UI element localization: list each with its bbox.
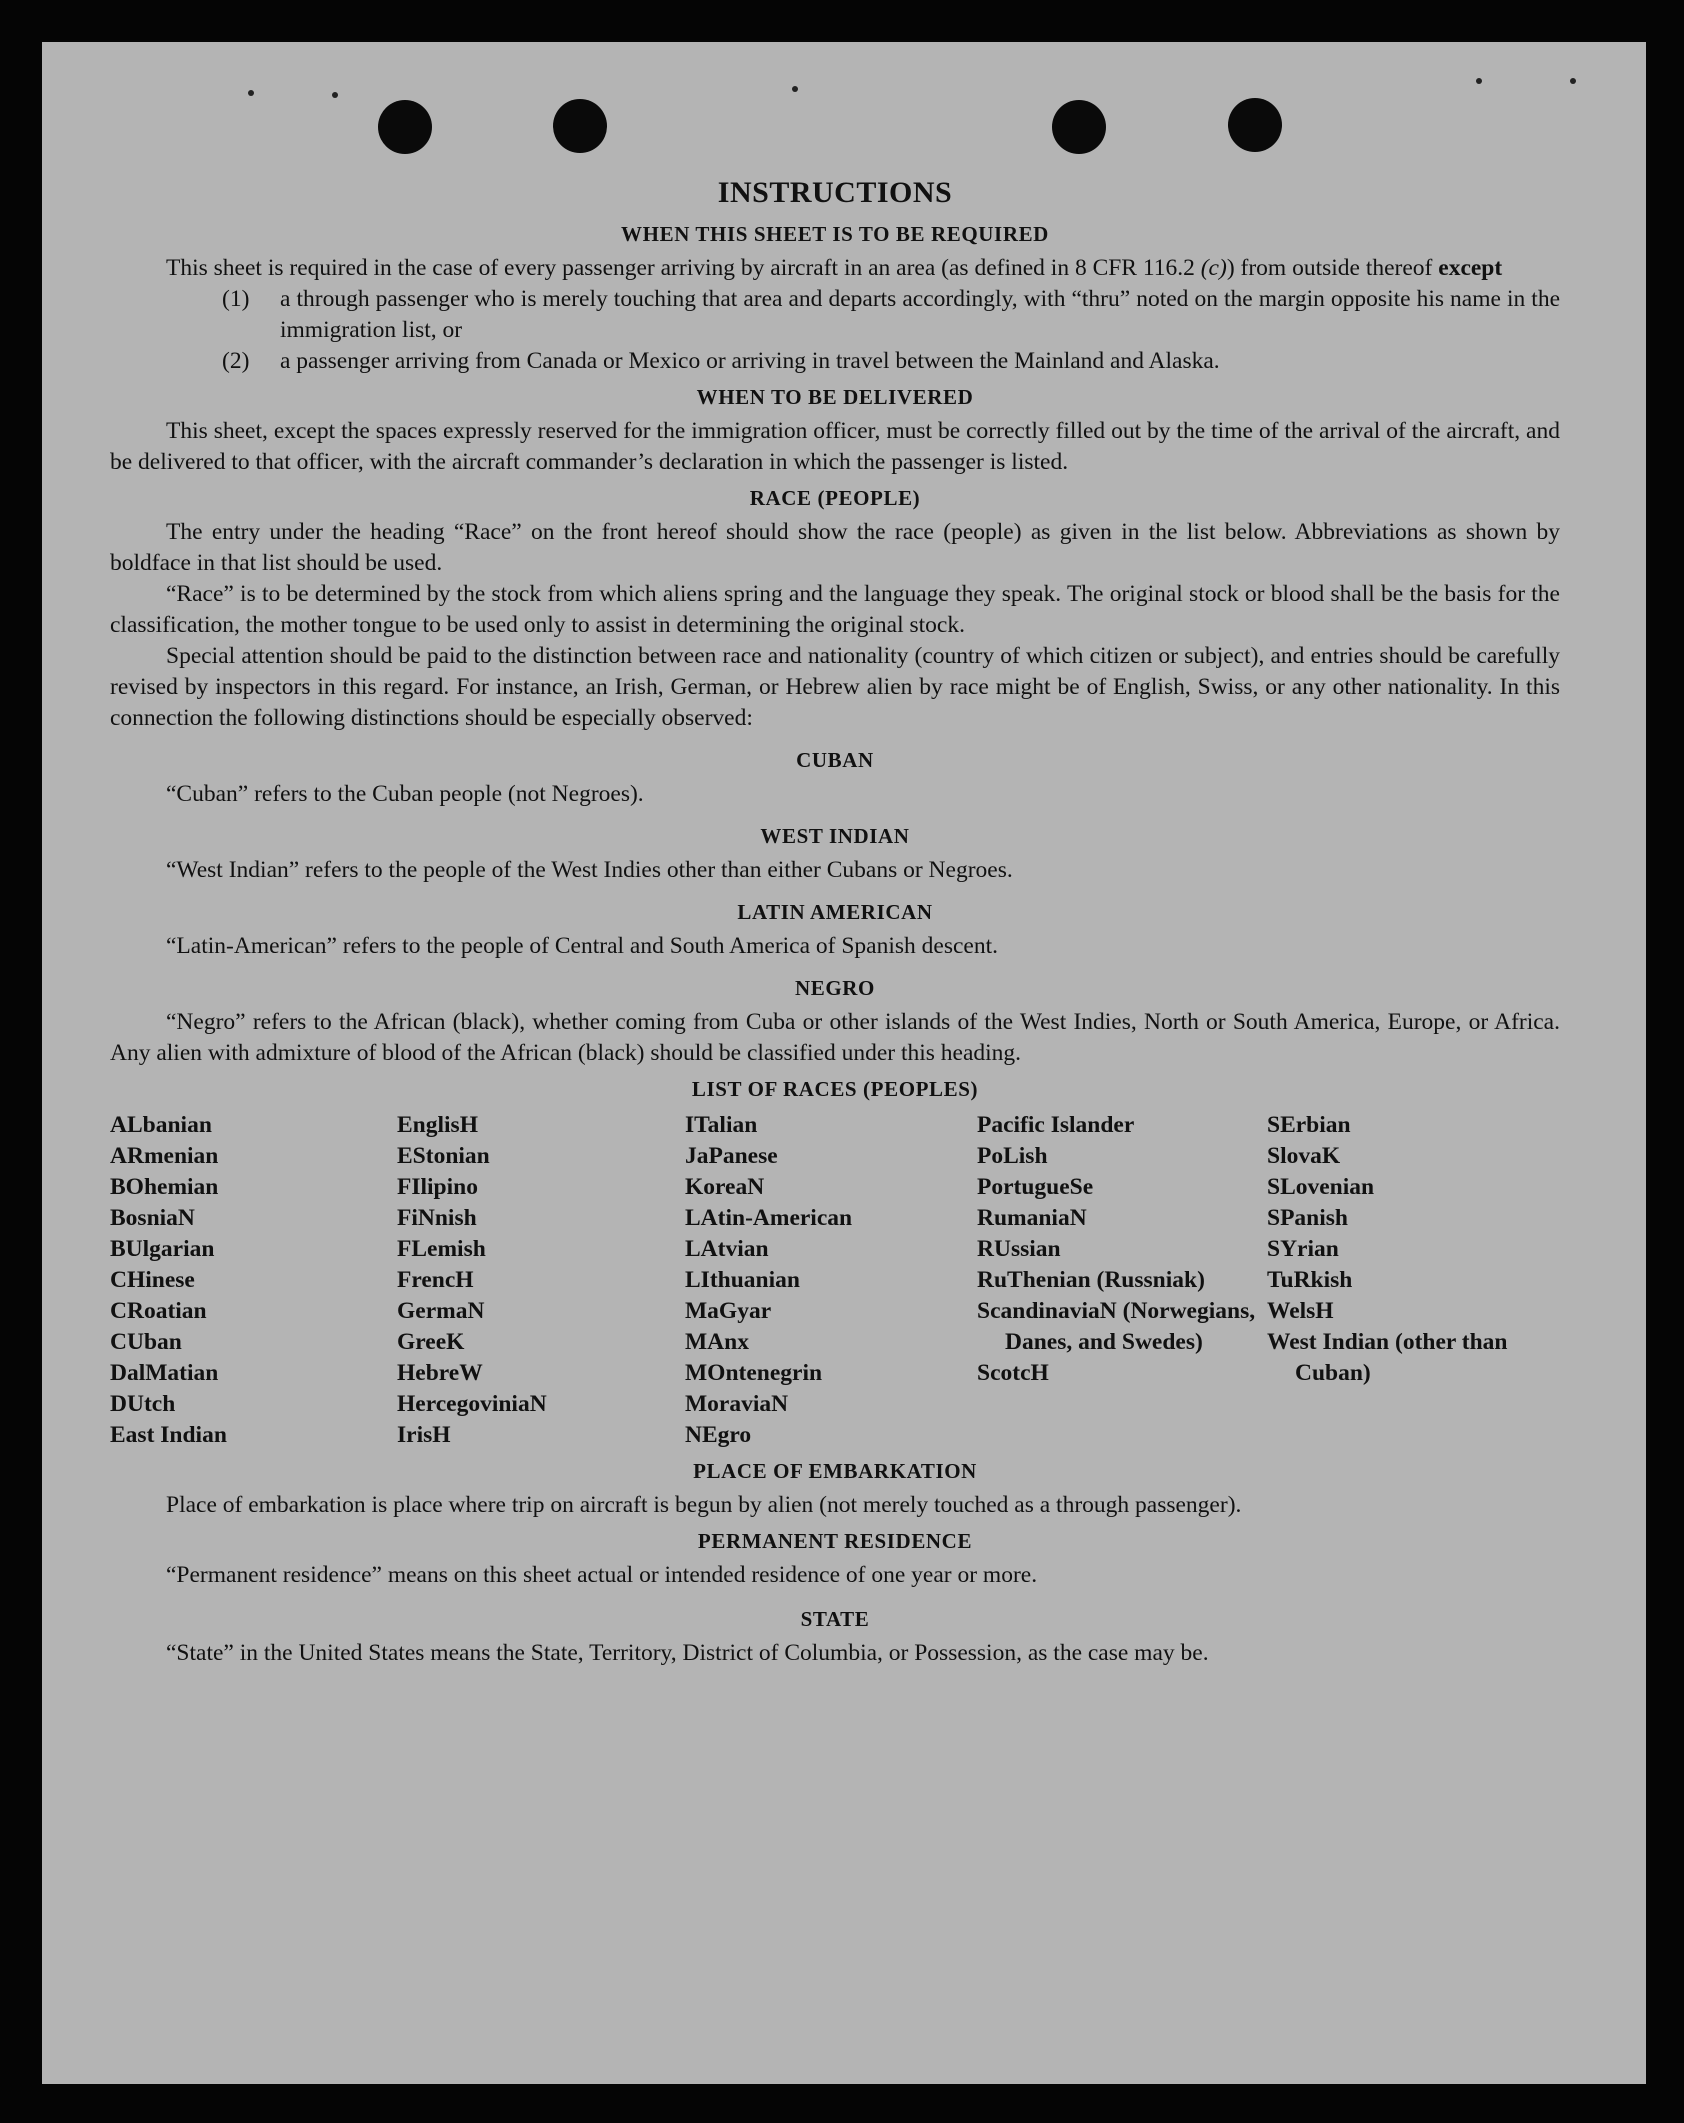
- race-entry: ScandinaviaN (Norwegians, Danes, and Swedes): [977, 1298, 1256, 1355]
- section-heading-delivered: WHEN TO BE DELIVERED: [696, 385, 974, 409]
- race-entry: EStonian: [397, 1143, 490, 1169]
- section-text-latin-american: “Latin-American” refers to the people of Central and South America of Spanish descent.: [166, 933, 999, 959]
- race-entry: DUtch: [110, 1391, 176, 1417]
- race-entry: IrisH: [397, 1422, 451, 1448]
- race-entry: Pacific Islander: [977, 1112, 1135, 1138]
- race-entry: KoreaN: [685, 1174, 765, 1200]
- race-entry: SPanish: [1267, 1205, 1348, 1231]
- race-entry: BOhemian: [110, 1174, 219, 1200]
- section-heading-embarkation: PLACE OF EMBARKATION: [693, 1459, 977, 1483]
- section-text-delivered: This sheet, except the spaces expressly reserved for the immigration officer, must be correctly filled out by the time of the arrival of the aircraft, and be delivered to that officer, with the aircraft commander’s declaration in which the passenger is listed.: [110, 418, 1560, 475]
- race-entry: NEgro: [685, 1422, 752, 1448]
- race-entry: West Indian (other than Cuban): [1267, 1329, 1508, 1386]
- item-number: (2): [222, 348, 250, 374]
- race-entry: WelsH: [1267, 1298, 1334, 1324]
- race-entry: FrencH: [397, 1267, 474, 1293]
- races-column: [1267, 1110, 1547, 1451]
- section-heading-race: RACE (PEOPLE): [749, 486, 921, 510]
- speck: [792, 86, 798, 92]
- races-column: [685, 1110, 977, 1451]
- speck: [1476, 78, 1482, 84]
- race-entry: RUssian: [977, 1236, 1061, 1262]
- exception-item: [222, 346, 1560, 377]
- race-entry: EnglisH: [397, 1112, 478, 1138]
- section-heading-state: STATE: [800, 1607, 870, 1631]
- item-text: a passenger arriving from Canada or Mexico or arriving in travel between the Mainland and Alaska.: [280, 348, 1220, 374]
- race-entry: FIlipino: [397, 1174, 478, 1200]
- race-entry: RumaniaN: [977, 1205, 1087, 1231]
- race-entry: ALbanian: [110, 1112, 212, 1138]
- speck: [1570, 78, 1576, 84]
- race-entry: ScotcH: [977, 1360, 1049, 1386]
- speck: [332, 92, 338, 98]
- exception-list: [222, 284, 1560, 377]
- race-entry: FLemish: [397, 1236, 486, 1262]
- section-heading-negro: NEGRO: [794, 976, 875, 1000]
- section-heading-residence: PERMANENT RESIDENCE: [697, 1529, 973, 1553]
- race-entry: ARmenian: [110, 1143, 219, 1169]
- races-list: [110, 1110, 1560, 1451]
- item-number: (1): [222, 286, 250, 312]
- race-entry: LIthuanian: [685, 1267, 800, 1293]
- section-text-embarkation: Place of embarkation is place where trip on aircraft is begun by alien (not merely touched as a through passenger).: [166, 1492, 1242, 1518]
- section-text-negro: “Negro” refers to the African (black), whether coming from Cuba or other islands of the West Indies, North or South America, Europe, or Africa. Any alien with admixture of blood of the African (black) should be classified under this heading.: [110, 1009, 1560, 1066]
- race-entry: CRoatian: [110, 1298, 207, 1324]
- section-text-cuban: “Cuban” refers to the Cuban people (not Negroes).: [166, 781, 644, 807]
- punch-hole: [1052, 100, 1106, 154]
- punch-hole: [553, 99, 607, 153]
- section-text-state: “State” in the United States means the State, Territory, District of Columbia, or Possession, as the case may be.: [166, 1640, 1209, 1666]
- race-entry: SlovaK: [1267, 1143, 1341, 1169]
- race-entry: LAtin-American: [685, 1205, 853, 1231]
- race-entry: BosniaN: [110, 1205, 195, 1231]
- race-entry: GreeK: [397, 1329, 465, 1355]
- section-heading-west-indian: WEST INDIAN: [760, 824, 910, 848]
- race-entry: SYrian: [1267, 1236, 1339, 1262]
- page-title: INSTRUCTIONS: [717, 176, 953, 209]
- race-entry: LAtvian: [685, 1236, 769, 1262]
- race-entry: BUlgarian: [110, 1236, 215, 1262]
- race-entry: FiNnish: [397, 1205, 477, 1231]
- race-paragraph: “Race” is to be determined by the stock from which aliens spring and the language they speak. The original stock or blood shall be the basis for the classification, the mother tongue to be used only to assist in determining the original stock.: [110, 581, 1560, 638]
- section-heading-required: WHEN THIS SHEET IS TO BE REQUIRED: [621, 222, 1049, 246]
- race-entry: SErbian: [1267, 1112, 1351, 1138]
- instructions-content: [110, 176, 1560, 1669]
- race-entry: PoLish: [977, 1143, 1048, 1169]
- section-heading-latin-american: LATIN AMERICAN: [737, 900, 933, 924]
- race-entry: PortugueSe: [977, 1174, 1094, 1200]
- section-heading-races-list: LIST OF RACES (PEOPLES): [691, 1077, 979, 1101]
- race-entry: MAnx: [685, 1329, 749, 1355]
- race-entry: East Indian: [110, 1422, 227, 1448]
- race-entry: DalMatian: [110, 1360, 219, 1386]
- race-entry: CUban: [110, 1329, 182, 1355]
- text-fragment-italic: (c): [1200, 255, 1227, 281]
- document-sheet: [42, 42, 1646, 2084]
- section-text-residence: “Permanent residence” means on this sheet actual or intended residence of one year or more.: [166, 1562, 1038, 1588]
- races-column: [397, 1110, 685, 1451]
- race-entry: TuRkish: [1267, 1267, 1353, 1293]
- item-text: a through passenger who is merely touching that area and departs accordingly, with “thru” noted on the margin opposite his name in the immigration list, or: [280, 286, 1560, 343]
- race-paragraph: The entry under the heading “Race” on the front hereof should show the race (people) as given in the list below. Abbreviations as shown by boldface in that list should be used.: [110, 519, 1560, 576]
- race-entry: CHinese: [110, 1267, 195, 1293]
- race-entry: MoraviaN: [685, 1391, 789, 1417]
- exception-item: [222, 284, 1560, 346]
- section-text-required: [110, 253, 1560, 284]
- race-entry: HercegoviniaN: [397, 1391, 547, 1417]
- race-entry: ITalian: [685, 1112, 758, 1138]
- text-fragment: This sheet is required in the case of every passenger arriving by aircraft in an area (as defined in 8 CFR 116.2: [166, 255, 1201, 281]
- section-heading-cuban: CUBAN: [796, 748, 874, 772]
- race-entry: SLovenian: [1267, 1174, 1375, 1200]
- race-entry: MaGyar: [685, 1298, 772, 1324]
- race-paragraph: Special attention should be paid to the distinction between race and nationality (country of which citizen or subject), and entries should be carefully revised by inspectors in this regard. For instance, an Irish, German, or Hebrew alien by race might be of English, Swiss, or any other nationality. In this connection the following distinctions should be especially observed:: [110, 643, 1560, 731]
- speck: [248, 90, 254, 96]
- punch-hole: [378, 100, 432, 154]
- race-entry: GermaN: [397, 1298, 485, 1324]
- section-text-west-indian: “West Indian” refers to the people of the West Indies other than either Cubans or Negroes.: [166, 857, 1013, 883]
- race-entry: JaPanese: [685, 1143, 778, 1169]
- races-column: [110, 1110, 397, 1451]
- race-entry: RuThenian (Russniak): [977, 1267, 1205, 1293]
- punch-hole: [1228, 98, 1282, 152]
- races-column: [977, 1110, 1267, 1451]
- text-fragment: ) from outside thereof: [1226, 255, 1439, 281]
- race-entry: MOntenegrin: [685, 1360, 823, 1386]
- text-fragment-bold: except: [1438, 255, 1503, 281]
- race-entry: HebreW: [397, 1360, 483, 1386]
